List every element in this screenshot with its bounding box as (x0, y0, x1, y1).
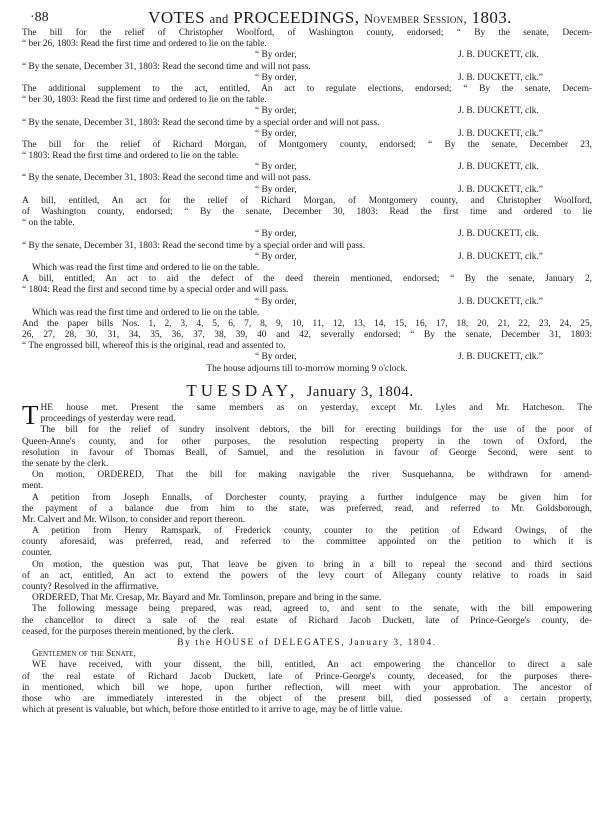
by-order: “ By order, (255, 184, 297, 195)
title-votes: VOTES (148, 8, 205, 27)
text-line: those who are immediately interested in the object of the present bill, died possessed of a certain property, (22, 693, 592, 704)
proceedings-block (22, 400, 592, 716)
text-line: “ 1804: Read the first and second time by a special order and will pass. (22, 285, 289, 296)
text-line: which at present is valuable, but which, before those entitled to it arrive to age, may be of little value. (22, 705, 403, 716)
text-line: ORDERED, That Mr. Cresap, Mr. Bayard and Mr. Tomlinson, prepare and bring in the same. (32, 593, 382, 604)
clerk-signature: J. B. DUCKETT, clk.” (458, 128, 543, 139)
text-line: of the real estate of Richard Jacob Duckett, late of Prince-George's county, deceased, for the purposes there- (22, 671, 592, 682)
text-line: On motion, ORDERED, That the bill for making navigable the river Susquehanna, be withdrawn for amend- (32, 470, 592, 481)
clerk-signature: J. B. DUCKETT, clk.” (458, 72, 543, 83)
text-line: proceedings of yesterday were read. (40, 414, 176, 425)
title-session: November Session, (364, 12, 467, 26)
text-line: the chancellor to direct a sale of the real estate of Richard Jacob Duckett, late of Prince-George's county, de- (22, 615, 592, 626)
text-line: The bill for the relief of Richard Morgan, of Montgomery county, endorsed; “ By the senate, December 23, (22, 139, 592, 150)
text-line: ment. (22, 481, 44, 492)
text-line: resolution in favour of Thomas Beall, of Samuel, and the resolution in favour of George Second, were sent to (22, 447, 592, 458)
day-name: TUESDAY, (186, 381, 299, 400)
drop-cap: T (22, 400, 39, 430)
senate-endorsements-block (22, 28, 592, 375)
page-header (30, 8, 590, 30)
signature-line (22, 352, 592, 363)
clerk-signature: J. B. DUCKETT, clk. (458, 50, 539, 61)
clerk-signature: J. B. DUCKETT, clk.” (458, 184, 543, 195)
text-line: “ By the senate, December 31, 1803: Read the second time by a special order and will not pass. (22, 117, 380, 128)
clerk-signature: J. B. DUCKETT, clk.” (458, 251, 543, 262)
by-order: “ By order, (255, 162, 297, 173)
by-order: “ By order, (255, 229, 297, 240)
text-line: in mentioned, which bill we hope, upon further reflection, will meet with your approbation. The ancestor of (22, 682, 592, 693)
page-number: ·88 (30, 10, 49, 25)
title-year: 1803. (471, 8, 512, 27)
text-line: the senate by the clerk. (22, 458, 109, 469)
clerk-signature: J. B. DUCKETT, clk. (458, 106, 539, 117)
text-line: HE house met. Present the same members as on yesterday, except Mr. Lyles and Mr. Hatcheson. The (40, 403, 592, 413)
message-heading: By the HOUSE of DELEGATES, January 3, 1804. (177, 637, 437, 648)
by-order: “ By order, (255, 352, 297, 363)
text-line: A bill, entitled, An act to aid the defect of the deed therein mentioned, endorsed; “ By the senate, January 2, (22, 274, 592, 285)
by-order: “ By order, (255, 251, 297, 262)
text-line: “ By the senate, December 31, 1803: Read the second time and will not pass. (22, 61, 311, 72)
signature-line (22, 50, 592, 61)
text-line: county? Resolved in the affirmative. (22, 582, 159, 592)
signature-line (22, 162, 592, 173)
text-line: And the paper bills Nos. 1, 2, 3, 4, 5, 6, 7, 8, 9, 10, 11, 12, 13, 14, 15, 16, 17, 18, 20, 21, 22, 23, 24, 25, (22, 318, 592, 329)
text-line: counter. (22, 548, 52, 559)
title-and: and (209, 12, 229, 26)
signature-line (22, 129, 592, 140)
text-line: “ ber 26, 1803: Read the first time and ordered to lie on the table. (22, 39, 267, 50)
text-line: “ ber 30, 1803: Read the first time and ordered to lie on the table. (22, 95, 267, 106)
signature-line (22, 297, 592, 308)
text-line: WE have received, with your dissent, the bill, entitled, An act empowering the chancellor to direct a sale (32, 660, 592, 671)
clerk-signature: J. B. DUCKETT, clk.” (458, 296, 543, 307)
text-line: A bill, entitled, An act for the relief of Richard Morgan, of Montgomery county, and Christopher Woolford, (22, 195, 592, 206)
text-line: Which was read the first time and ordered to lie on the table. (32, 262, 260, 273)
text-line: On motion, the question was put, That leave be given to bring in a bill to repeal the second and third sections (32, 559, 592, 570)
text-line: A petition from Joseph Ennalls, of Dorchester county, praying a further indulgence may be given him for (32, 492, 592, 503)
by-order: “ By order, (255, 106, 297, 117)
title-proceedings: PROCEEDINGS, (233, 8, 360, 27)
text-line: Which was read the first time and ordered to lie on the table. (32, 307, 260, 318)
signature-line (22, 106, 592, 117)
text-line: “ By the senate, December 31, 1803: Read the second time and will not pass. (22, 173, 311, 184)
adjournment-line: The house adjourns till to-morrow morning 9 o'clock. (206, 363, 408, 374)
text-line: “ 1803: Read the first time and ordered to lie on the table. (22, 151, 239, 162)
text-line: “ on the table. (22, 218, 75, 229)
signature-line (22, 252, 592, 263)
signature-line (22, 185, 592, 196)
text-line: The bill for the relief of sundry insolvent debtors, the bill for erecting buildings for the use of the poor of (40, 425, 592, 436)
day-heading (0, 381, 600, 401)
text-line: Mr. Calvert and Mr. Wilson, to consider and report thereon. (22, 514, 246, 525)
running-title (70, 8, 590, 28)
by-order: “ By order, (255, 50, 297, 61)
text-line: of Washington county, endorsed; “ By the senate, December 30, 1803: Read the first time and ordered to lie (22, 207, 592, 217)
text-line: “ By the senate, December 31, 1803: Read the second time by a special order and will pass. (22, 240, 366, 251)
text-line: the payment of a balance due from him to the state, was preferred, read, and referred to Mr. Goldsborough, (22, 503, 592, 514)
text-line: 26, 27, 28, 30, 31, 34, 35, 36, 37, 38, 39, 40 and 42, severally endorsed; “ By the senate, December 31, 1803: (22, 330, 592, 341)
by-order: “ By order, (255, 128, 297, 139)
by-order: “ By order, (255, 296, 297, 307)
text-line: The bill for the relief of Christopher Woolford, of Washington county, endorsed; “ By the senate, Decem- (22, 28, 592, 38)
signature-line (22, 229, 592, 240)
by-order: “ By order, (255, 72, 297, 83)
text-line: of an act, entitled, An act to extend the powers of the levy court of Allegany county relative to roads in said (22, 570, 592, 581)
clerk-signature: J. B. DUCKETT, clk. (458, 162, 539, 173)
text-line: The following message being prepared, was read, agreed to, and sent to the senate, with the bill empowering (32, 604, 592, 615)
salutation: Gentlemen of the Senate, (32, 649, 136, 660)
clerk-signature: J. B. DUCKETT, clk. (458, 229, 539, 240)
text-line: county aforesaid, was preferred, read, and referred to the committee appointed on the petition to which it is (22, 537, 592, 548)
text-line: “ The engrossed bill, whereof this is the original, read and assented to. (22, 341, 286, 352)
signature-line (22, 73, 592, 84)
day-date: January 3, 1804. (306, 384, 414, 400)
text-line: A petition from Henry Ramspark, of Frederick county, counter to the petition of Edward Owings, of the (32, 526, 592, 537)
clerk-signature: J. B. DUCKETT, clk.” (458, 352, 543, 363)
text-line: The additional supplement to the act, entitled, An act to regulate elections, endorsed; “ By the senate, Decem- (22, 83, 592, 94)
text-line: ceased, for the purposes therein mentioned, by the clerk. (22, 626, 234, 637)
text-line: Queen-Anne's county, and for other purposes, the resolution respecting property in the town of Oxford, the (22, 436, 592, 447)
